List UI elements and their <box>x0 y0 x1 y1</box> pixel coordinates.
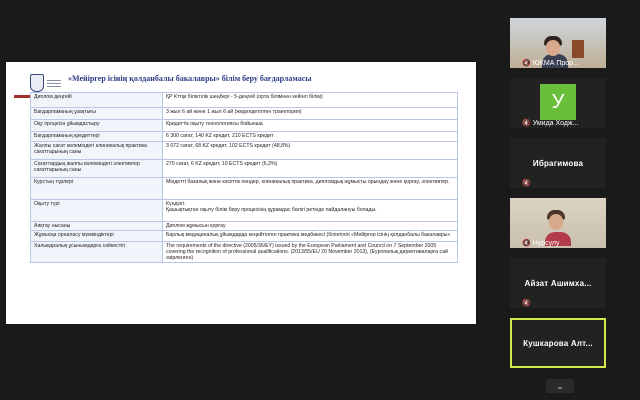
row-value: 6 300 сағат, 140 KZ кредит, 210 ECTS кредит <box>163 132 458 142</box>
collapse-participants-button[interactable] <box>546 379 574 393</box>
table-row <box>31 200 458 222</box>
participant-avatar: У <box>540 84 576 120</box>
presentation-slide <box>6 62 476 324</box>
row-value: The requirements of the directive (2005/36/EY) issued by the European Parliament and Council on 7 September 2005 covering the recognition of professional qualifications. (2013/55/EU 20 November 2013), (Еуропалық директивaларға сай әзірленген) <box>163 242 458 263</box>
chevron-down-icon: ⌄ <box>556 380 564 391</box>
university-logo <box>30 72 62 94</box>
row-label: Диплом деңгейі <box>31 93 163 108</box>
row-label: Бағдарламаның кредиттері <box>31 132 163 142</box>
participant-tile[interactable] <box>510 78 606 128</box>
participant-tile[interactable] <box>510 198 606 248</box>
row-label: Халықаралық ұсынымдарға сәйкестігі <box>31 242 163 263</box>
slide-accent-bar <box>14 95 30 98</box>
participant-name: Ибрагимова <box>532 158 584 168</box>
row-label: Жұмысқа орналасу мүмкіндіктері <box>31 231 163 242</box>
participant-tile-active-speaker[interactable] <box>510 318 606 368</box>
mic-off-icon: 🔇 <box>522 120 531 127</box>
table-row <box>31 108 458 120</box>
row-value: 270 сағат, 6 KZ кредит, 10 ECTS кредит (6,3%) <box>163 160 458 178</box>
row-label: Жалпы сағат көлеміндегі клиникалық практика сағаттарының саны <box>31 142 163 160</box>
row-label: Сағаттардың жалпы көлеміндегі элективтер сағаттарының саны <box>31 160 163 178</box>
table-row <box>31 242 458 263</box>
table-row <box>31 93 458 108</box>
participant-tile[interactable] <box>510 18 606 68</box>
row-value: ҚР Кттқк біліктілік шеңбері - 5-деңгей (орта білімнен кейінгі білім) <box>163 93 458 108</box>
row-value: 3 072 сағат, 68 KZ кредит, 102 ECTS кредит (48,8%) <box>163 142 458 160</box>
table-row <box>31 142 458 160</box>
table-row <box>31 120 458 132</box>
mic-off-icon: 🔇 <box>522 300 531 307</box>
participant-name: ЮКМА Прор... <box>532 59 579 67</box>
row-value: 3 жыл 6 ай және 1 жыл 6 ай (жеделдетілген траектория) <box>163 108 458 120</box>
participant-name: Кушкарова Алт... <box>523 338 593 348</box>
participant-name: Айзат Ашимха... <box>524 278 592 288</box>
row-value: Кредиттік оқыту технологиясы бойынша <box>163 120 458 132</box>
program-table <box>30 92 458 263</box>
row-value: Барлық медициналық ұйымдарда кеңейтілген практика медбикесі (біліктілігі «Мейіргер ісінің қолданбалы бакалавры» <box>163 231 458 242</box>
mic-off-icon: 🔇 <box>522 240 531 247</box>
table-row <box>31 178 458 200</box>
table-row <box>31 222 458 231</box>
row-value: Диплом жұмысын қорғау <box>163 222 458 231</box>
participant-name: Нурсулу <box>532 239 560 247</box>
table-row <box>31 132 458 142</box>
mic-off-icon: 🔇 <box>522 60 531 67</box>
table-row <box>31 160 458 178</box>
row-value: Міндетті базалық және кәсіптік пәндер, клиникалық практика, дипломдық жұмысты орындау және қорғау, элективтер. <box>163 178 458 200</box>
row-label: Оқыту түрі <box>31 200 163 222</box>
row-label: Бағдарламаның ұзақтығы <box>31 108 163 120</box>
row-label: Оқу процесін ұйымдастыру <box>31 120 163 132</box>
row-label: Аяқтау нысаны <box>31 222 163 231</box>
participant-tile[interactable] <box>510 138 606 188</box>
slide-title: «Мейіргер ісінің қолданбалы бакалавры» білім беру бағдарламасы <box>68 74 312 83</box>
table-row <box>31 231 458 242</box>
mic-off-icon: 🔇 <box>522 180 531 187</box>
participant-name: Умида Ходж... <box>532 119 579 127</box>
row-label: Курстың түрлері <box>31 178 163 200</box>
row-value: Күндізгі. Қашықтықтан оқыту білім беру процесінің құрамдас бөлігі ретінде пайдалануы болады. <box>163 200 458 222</box>
participant-tile[interactable] <box>510 258 606 308</box>
